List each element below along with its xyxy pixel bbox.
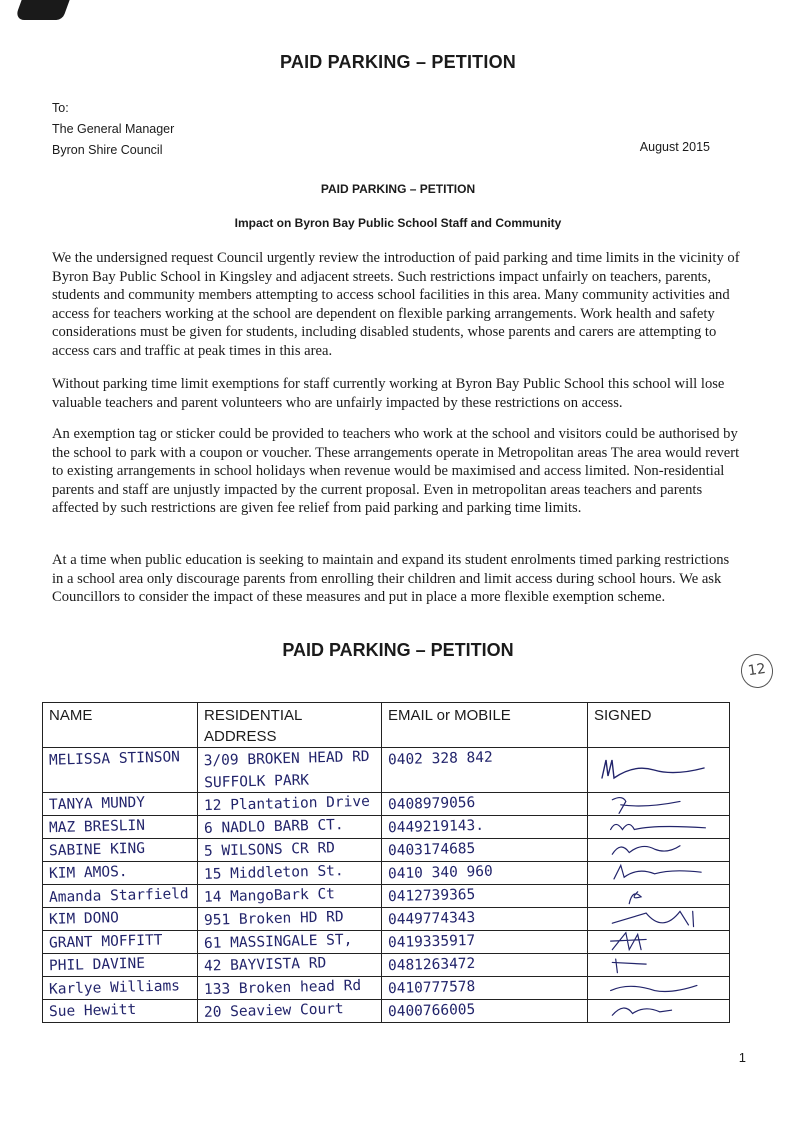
- cell-signature: [588, 954, 730, 977]
- signature-scribble: [594, 977, 722, 999]
- cell-address: [198, 931, 382, 954]
- cell-signature: [588, 793, 730, 816]
- handwritten-contact: 0419335917: [387, 932, 476, 952]
- cell-contact: [382, 793, 588, 816]
- handwritten-name: KIM DONO: [48, 910, 120, 928]
- table-header-row: [43, 703, 730, 748]
- cell-name: [43, 748, 198, 793]
- table-row: [43, 931, 730, 954]
- handwritten-address: 20 Seaview Court: [203, 1001, 344, 1021]
- cell-address: [198, 885, 382, 908]
- header-name: NAME: [43, 703, 198, 748]
- signature-table: [42, 702, 730, 1023]
- table-row: [43, 885, 730, 908]
- table-row: [43, 908, 730, 931]
- signature-rows: [43, 748, 730, 1023]
- handwritten-address: 6 NADLO BARB CT.: [203, 817, 344, 837]
- body-paragraph: Without parking time limit exemptions for staff currently working at Byron Bay Public School this school will lose valuable teachers and parent volunteers who are unfairly impacted by these restrictions on access.: [52, 376, 725, 411]
- cell-name: [43, 931, 198, 954]
- handwritten-address: 61 MASSINGALE ST,: [203, 932, 353, 952]
- signature-scribble: [594, 954, 722, 976]
- recipient-address: [52, 98, 174, 161]
- handwritten-name: KIM AMOS.: [48, 863, 128, 883]
- handwritten-name: SABINE KING: [48, 840, 146, 860]
- cell-signature: [588, 1000, 730, 1023]
- scan-corner-mark: [14, 0, 69, 20]
- handwritten-address: 15 Middleton St.: [203, 863, 344, 883]
- cell-address: [198, 816, 382, 839]
- cell-signature: [588, 931, 730, 954]
- handwritten-name: MAZ BRESLIN: [48, 817, 146, 837]
- cell-signature: [588, 816, 730, 839]
- cell-contact: [382, 816, 588, 839]
- cell-signature: [588, 977, 730, 1000]
- signature-scribble: [594, 885, 722, 907]
- cell-contact: [382, 908, 588, 931]
- cell-name: [43, 908, 198, 931]
- table-row: [43, 793, 730, 816]
- cell-address: [198, 862, 382, 885]
- handwritten-contact: 0481263472: [387, 955, 476, 975]
- cell-name: [43, 954, 198, 977]
- cell-address: [198, 1000, 382, 1023]
- handwritten-name: GRANT MOFFITT: [48, 932, 163, 952]
- handwritten-contact: 0449774343: [387, 909, 476, 929]
- cell-signature: [588, 908, 730, 931]
- cell-signature: [588, 748, 730, 793]
- cell-address: [198, 908, 382, 931]
- signature-scribble: [594, 1000, 722, 1022]
- handwritten-name: Karlye Williams: [48, 978, 181, 998]
- handwritten-address: 14 MangoBark Ct: [203, 886, 336, 906]
- petition-heading: PAID PARKING – PETITION: [320, 182, 476, 196]
- cell-signature: [588, 862, 730, 885]
- body-paragraph: An exemption tag or sticker could be provided to teachers who work at the school and visitors could be authorised by the school to park with a coupon or voucher. These arrangements operate in Metropolitan areas The area would revert to existing arrangements in school holidays when revenue would be maximised and access limited. Non-residential parents and staff are unjustly impacted by the current proposal. Even in metropolitan areas teachers and parents affected by such restrictions are given fee relief from paid parking and parking time limits.: [52, 426, 740, 517]
- table-row: [43, 954, 730, 977]
- petition-subheading: Impact on Byron Bay Public School Staff and Community: [234, 216, 562, 230]
- table-row: [43, 977, 730, 1000]
- cell-contact: [382, 748, 588, 793]
- handwritten-contact: 0408979056: [387, 794, 476, 814]
- body-paragraph: We the undersigned request Council urgently review the introduction of paid parking and time limits in the vicinity of Byron Bay Public School in Kingsley and adjacent streets. Such restrictions impact unfairly on teachers, parents, students and community members attempting to access school facilities in this area. Many community activities and access for teachers working at the school are dependent on flexible parking arrangements. Work health and safety considerations must be given for students, including disabled students, whose parents and carers are attempting to access cars and traffic at peak times in this area.: [52, 250, 740, 359]
- document-title: PAID PARKING – PETITION: [280, 52, 516, 72]
- handwritten-address: 42 BAYVISTA RD: [203, 955, 327, 975]
- handwritten-address: 12 Plantation Drive: [203, 793, 371, 815]
- handwritten-name: PHIL DAVINE: [48, 955, 146, 975]
- header-contact: EMAIL or MOBILE: [382, 703, 588, 748]
- cell-name: [43, 816, 198, 839]
- table-row: [43, 862, 730, 885]
- document-date: August 2015: [639, 140, 710, 154]
- cell-contact: [382, 862, 588, 885]
- handwritten-name: Sue Hewitt: [48, 1001, 137, 1021]
- handwritten-address: 951 Broken HD RD: [203, 909, 344, 929]
- cell-address: [198, 977, 382, 1000]
- signature-scribble: [594, 931, 722, 953]
- petition-table-title: PAID PARKING – PETITION: [282, 640, 514, 660]
- handwritten-contact: 0412739365: [387, 886, 476, 906]
- cell-signature: [588, 839, 730, 862]
- table-row: [43, 816, 730, 839]
- header-signed: SIGNED: [588, 703, 730, 748]
- table-row: [43, 748, 730, 793]
- body-paragraph: At a time when public education is seeking to maintain and expand its student enrolments timed parking restrictions in a school area only discourage parents from enrolling their children and limit access during school hours. We ask Councillors to consider the impact of these measures and put in place a more flexible exemption scheme.: [52, 552, 730, 606]
- cell-contact: [382, 885, 588, 908]
- cell-address: [198, 748, 382, 793]
- cell-contact: [382, 1000, 588, 1023]
- page-annotation: 12: [739, 652, 775, 690]
- cell-name: [43, 1000, 198, 1023]
- cell-contact: [382, 954, 588, 977]
- handwritten-contact: 0400766005: [387, 1001, 476, 1021]
- signature-scribble: [594, 816, 722, 838]
- cell-address: [198, 793, 382, 816]
- cell-name: [43, 839, 198, 862]
- table-row: [43, 839, 730, 862]
- cell-name: [43, 885, 198, 908]
- signature-scribble: [594, 839, 722, 861]
- page-number: 1: [738, 1050, 746, 1065]
- signature-scribble: [594, 793, 722, 815]
- cell-contact: [382, 931, 588, 954]
- handwritten-name: Amanda Starfield: [48, 886, 189, 906]
- handwritten-address: 3/09 BROKEN HEAD RD SUFFOLK PARK: [203, 748, 370, 792]
- cell-contact: [382, 839, 588, 862]
- handwritten-contact: 0449219143.: [387, 817, 485, 837]
- signature-scribble: [594, 748, 722, 788]
- cell-name: [43, 793, 198, 816]
- handwritten-address: 133 Broken head Rd: [203, 977, 362, 999]
- cell-signature: [588, 885, 730, 908]
- address-line: The General Manager: [52, 122, 175, 136]
- address-line: To:: [52, 101, 69, 115]
- handwritten-contact: 0410 340 960: [387, 863, 493, 883]
- signature-scribble: [594, 908, 722, 930]
- header-address: RESIDENTIAL ADDRESS: [198, 703, 382, 748]
- cell-address: [198, 954, 382, 977]
- handwritten-contact: 0410777578: [387, 978, 476, 998]
- cell-address: [198, 839, 382, 862]
- address-line: Byron Shire Council: [52, 143, 163, 157]
- handwritten-contact: 0403174685: [387, 840, 476, 860]
- cell-contact: [382, 977, 588, 1000]
- cell-name: [43, 977, 198, 1000]
- cell-name: [43, 862, 198, 885]
- table-row: [43, 1000, 730, 1023]
- handwritten-address: 5 WILSONS CR RD: [203, 840, 336, 860]
- handwritten-contact: 0402 328 842: [387, 749, 493, 769]
- signature-scribble: [594, 862, 722, 884]
- handwritten-name: MELISSA STINSON: [48, 749, 181, 769]
- handwritten-name: TANYA MUNDY: [48, 794, 146, 814]
